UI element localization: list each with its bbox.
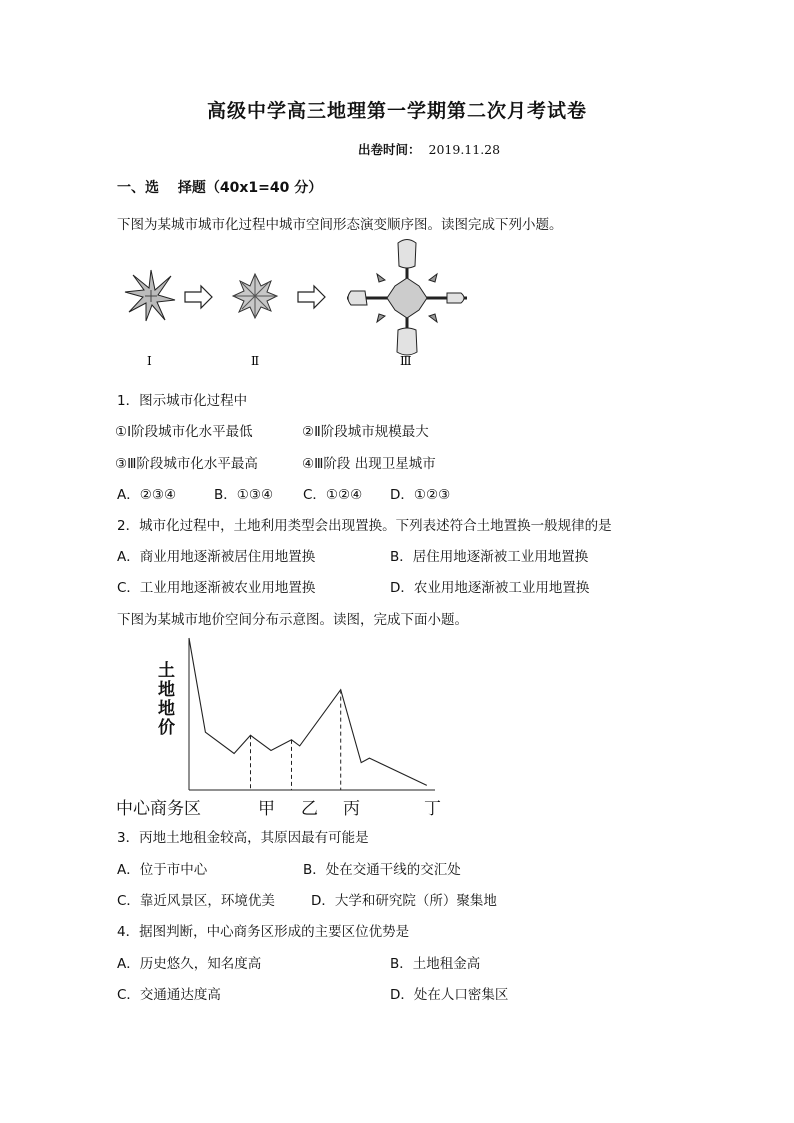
intro-text-2: 下图为某城市地价空间分布示意图。读图，完成下面小题。: [117, 612, 468, 628]
x-label-ding: 丁: [424, 799, 441, 819]
intro-text-1: 下图为某城市城市化过程中城市空间形态演变顺序图。读图完成下列小题。: [117, 217, 563, 233]
q2-option-d: D．农业用地逐渐被工业用地置换: [390, 580, 590, 596]
stage-2-shape: [233, 274, 277, 318]
stage-1-shape: [125, 270, 175, 321]
q1-statement-1: ①Ⅰ阶段城市化水平最低: [115, 424, 253, 440]
land-price-chart: [180, 630, 460, 800]
y-axis-char-2: 地: [158, 680, 175, 700]
price-curve: [189, 638, 427, 785]
q3-stem: 3．丙地土地租金较高，其原因最有可能是: [117, 830, 369, 846]
q1-option-c: C．①②④: [303, 487, 363, 503]
q3-option-d: D．大学和研究院（所）聚集地: [311, 893, 497, 909]
arrow-2: [298, 286, 325, 308]
q1-statement-4: ④Ⅲ阶段 出现卫星城市: [302, 456, 436, 472]
q4-option-a: A．历史悠久，知名度高: [117, 956, 262, 972]
q2-option-c: C．工业用地逐渐被农业用地置换: [117, 580, 316, 596]
q2-stem: 2．城市化过程中，土地利用类型会出现置换。下列表述符合土地置换一般规律的是: [117, 518, 612, 534]
q4-option-b: B．土地租金高: [390, 956, 481, 972]
arrow-1: [185, 286, 212, 308]
x-label-jia: 甲: [258, 799, 275, 819]
y-axis-char-3: 地: [158, 699, 175, 719]
y-axis-label: [158, 662, 178, 738]
stage-3-label: Ⅲ: [400, 354, 412, 368]
q3-option-b: B．处在交通干线的交汇处: [303, 862, 461, 878]
y-axis-char-4: 价: [158, 718, 175, 738]
section-heading: 一、选 择题（40x1=40 分）: [117, 180, 323, 196]
q4-option-c: C．交通通达度高: [117, 987, 221, 1003]
exam-title: 高级中学高三地理第一学期第二次月考试卷: [206, 100, 587, 122]
q1-option-a: A．②③④: [117, 487, 177, 503]
x-label-bing: 丙: [343, 799, 360, 819]
q2-option-b: B．居住用地逐渐被工业用地置换: [390, 549, 589, 565]
exam-date: [358, 140, 500, 158]
stage-3-shape: [347, 240, 467, 356]
q3-option-c: C．靠近风景区，环境优美: [117, 893, 275, 909]
q3-option-a: A．位于市中心: [117, 862, 208, 878]
q1-statement-3: ③Ⅲ阶段城市化水平最高: [115, 456, 258, 472]
x-label-cbd: 中心商务区: [116, 799, 201, 819]
y-axis-char-1: 土: [158, 661, 175, 681]
q1-option-d: D．①②③: [390, 487, 451, 503]
x-label-yi: 乙: [301, 799, 318, 819]
q1-stem: 1．图示城市化过程中: [117, 393, 248, 409]
q4-stem: 4．据图判断，中心商务区形成的主要区位优势是: [117, 924, 410, 940]
stage-1-label: Ⅰ: [147, 354, 152, 368]
q2-option-a: A．商业用地逐渐被居住用地置换: [117, 549, 316, 565]
stage-2-label: Ⅱ: [251, 354, 260, 368]
q4-option-d: D．处在人口密集区: [390, 987, 509, 1003]
q1-option-b: B．①③④: [214, 487, 274, 503]
urban-form-figure: [115, 238, 485, 368]
q1-statement-2: ②Ⅱ阶段城市规模最大: [302, 424, 429, 440]
date-label: 出卷时间：: [358, 142, 421, 157]
date-value: 2019.11.28: [428, 142, 501, 157]
